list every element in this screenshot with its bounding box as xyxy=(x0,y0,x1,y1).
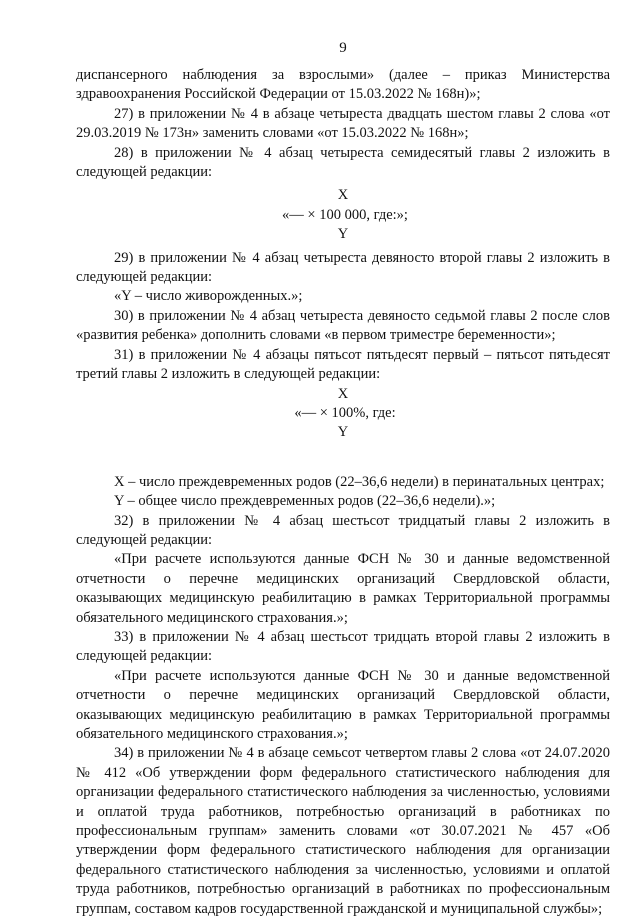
paragraph-x-definition: X – число преждевременных родов (22–36,6 недели) в перинатальных центрах; xyxy=(114,473,605,490)
formula-2-denominator: Y xyxy=(337,424,349,441)
formula-2-expression: «— × 100%, где: xyxy=(294,404,396,421)
formula-2-numerator: X xyxy=(337,385,349,402)
formula-1-expression: «— × 100 000, где:»; xyxy=(282,206,408,223)
formula-1-denominator: Y xyxy=(337,226,349,243)
paragraph-item-33: 33) в приложении № 4 абзац шестьсот тридцать второй главы 2 изложить в следующей редакции: xyxy=(76,628,610,665)
paragraph-item-31: 31) в приложении № 4 абзацы пятьсот пятьдесят первый – пятьсот пятьдесят третий главы 2 изложить в следующей редакции: xyxy=(76,346,610,383)
paragraph-item-32: 32) в приложении № 4 абзац шестьсот тридцатый главы 2 изложить в следующей редакции: xyxy=(76,512,610,548)
paragraph-item-34: 34) в приложении № 4 в абзаце семьсот четвертом главы 2 слова «от 24.07.2020 № 412 «Об утверждении форм федерального статистического наблюдения для организации федерального статистического наблюдения за численностью, условиями и оплатой труда работников, потребностью организаций в работниках по профессиональным группам» заменить словами «от 30.07.2021 № 457 «Об утверждении форм федерального статистического наблюдения для организации федерального статистического наблюдения за численностью, условиями и оплатой труда работников, потребностью организаций в работниках по профессиональным группам, составом кадров государственной гражданской и муниципальной службы»; xyxy=(76,745,610,917)
document-body xyxy=(76,66,610,919)
paragraph-item-30: 30) в приложении № 4 абзац четыреста девяносто седьмой главы 2 после слов «развития ребенка» дополнить словами «в первом триместре беременности»; xyxy=(76,307,610,344)
paragraph-y-definition: Y – общее число преждевременных родов (22–36,6 недели).»; xyxy=(114,493,496,510)
paragraph-continuation: диспансерного наблюдения за взрослыми» (далее – приказ Министерства здравоохранения Российской Федерации от 15.03.2022 № 168н)»; xyxy=(76,67,610,103)
paragraph-quote-32: «При расчете используются данные ФСН № 30 и данные ведомственной отчетности о перечне медицинских организаций Свердловской области, оказывающих медицинскую реабилитацию в рамках Территориальной программы обязательного медицинского страхования.»; xyxy=(76,551,610,626)
paragraph-item-27: 27) в приложении № 4 в абзаце четыреста двадцать шестом главы 2 слова «от 29.03.2019 № 173н» заменить словами «от 15.03.2022 № 168н»; xyxy=(76,105,610,142)
page-number: 9 xyxy=(339,40,347,56)
formula-1-numerator: X xyxy=(337,187,349,204)
paragraph-quote-33: «При расчете используются данные ФСН № 30 и данные ведомственной отчетности о перечне медицинских организаций Свердловской области, оказывающих медицинскую реабилитацию в рамках Территориальной программы обязательного медицинского страхования.»; xyxy=(76,667,610,742)
paragraph-item-29: 29) в приложении № 4 абзац четыреста девяносто второй главы 2 изложить в следующей редакции: xyxy=(76,249,610,286)
paragraph-quote-y-births: «Y – число живорожденных.»; xyxy=(114,288,303,305)
formula-1 xyxy=(76,186,610,244)
paragraph-item-28: 28) в приложении № 4 абзац четыреста семидесятый главы 2 изложить в следующей редакции: xyxy=(76,144,610,181)
formula-2 xyxy=(76,385,610,443)
